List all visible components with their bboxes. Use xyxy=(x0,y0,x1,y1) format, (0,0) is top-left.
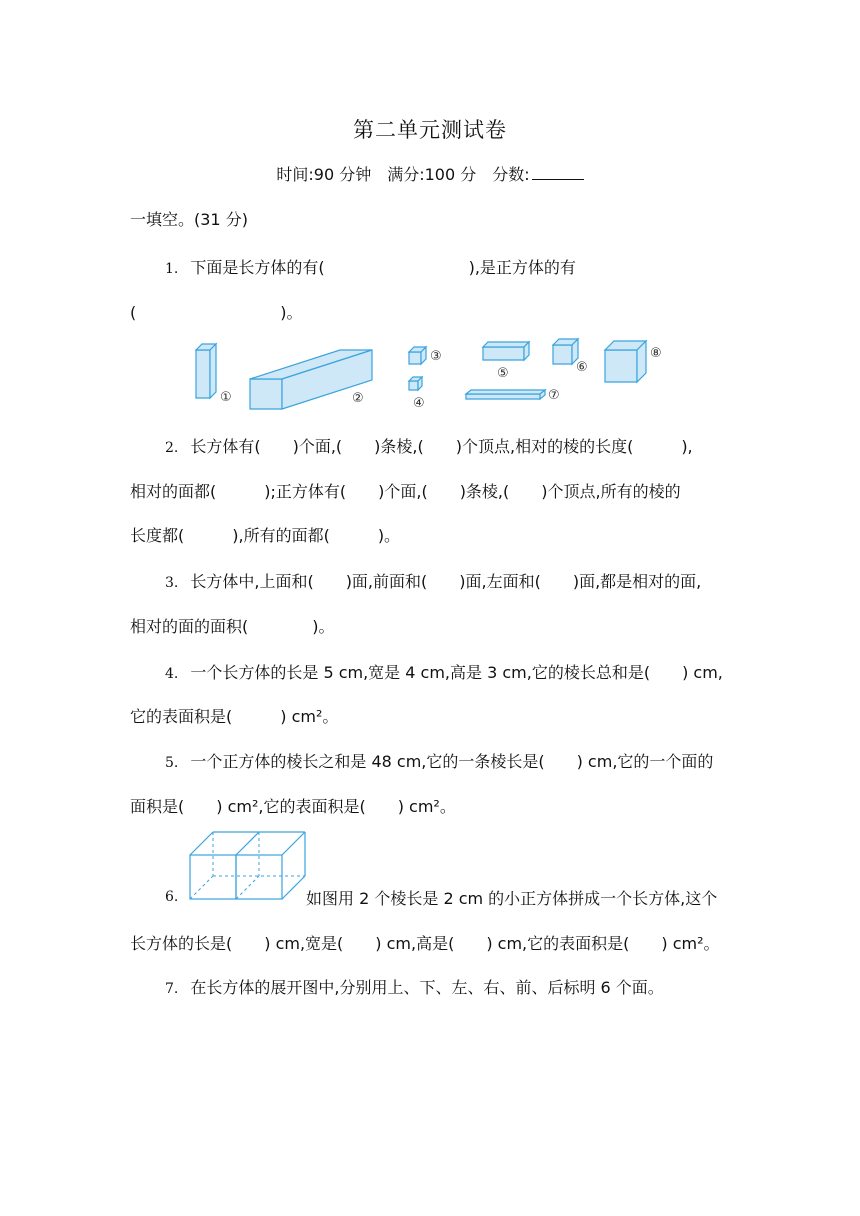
question-6-figure xyxy=(186,828,308,902)
shape-6 xyxy=(553,339,578,364)
question-1-line-2: ( )。 xyxy=(130,303,303,322)
question-2-line-3: 长度都( ),所有的面都( )。 xyxy=(130,526,401,545)
question-text: 长方体中,上面和( )面,前面和( )面,左面和( )面,都是相对的面, xyxy=(190,572,702,591)
question-3-line-2: 相对的面的面积( )。 xyxy=(130,617,335,636)
question-2-line-1 xyxy=(165,434,693,457)
shape-label-4: ④ xyxy=(413,396,425,411)
question-number: 5. xyxy=(165,755,179,771)
shape-4 xyxy=(409,377,422,390)
question-text: 一个正方体的棱长之和是 48 cm,它的一条棱长是( ) cm,它的一个面的 xyxy=(190,752,714,771)
shape-8 xyxy=(605,341,646,382)
shape-label-6: ⑥ xyxy=(576,360,588,375)
question-5-line-1 xyxy=(165,749,713,772)
question-6-line-2: 长方体的长是( ) cm,宽是( ) cm,高是( ) cm,它的表面积是( ) cm²。 xyxy=(130,934,720,953)
shape-5 xyxy=(483,342,529,360)
shape-label-5: ⑤ xyxy=(497,366,509,381)
question-4-line-2: 它的表面积是( ) cm²。 xyxy=(130,707,339,726)
question-6-number xyxy=(165,886,190,905)
question-number: 3. xyxy=(165,575,179,591)
shape-1 xyxy=(196,344,216,398)
shape-label-7: ⑦ xyxy=(548,388,560,403)
question-3-line-1 xyxy=(165,569,701,592)
question-number: 7. xyxy=(165,981,179,997)
question-text: 长方体有( )个面,( )条棱,( )个顶点,相对的棱的长度( ), xyxy=(190,437,693,456)
question-text: 一个长方体的长是 5 cm,宽是 4 cm,高是 3 cm,它的棱长总和是( ) cm, xyxy=(190,663,723,682)
page-title: 第二单元测试卷 xyxy=(353,118,507,142)
shape-label-3: ③ xyxy=(430,349,442,364)
question-number: 4. xyxy=(165,666,179,682)
question-number: 2. xyxy=(165,440,179,456)
question-text: 在长方体的展开图中,分别用上、下、左、右、前、后标明 6 个面。 xyxy=(190,978,664,997)
question-4-line-1 xyxy=(165,660,723,683)
question-6-line-1: 如图用 2 个棱长是 2 cm 的小正方体拼成一个长方体,这个 xyxy=(306,889,718,908)
shape-3 xyxy=(409,347,426,364)
shape-label-1: ① xyxy=(220,390,232,405)
question-7-line-1 xyxy=(165,975,664,998)
question-number: 6. xyxy=(165,889,179,905)
question-text: 下面是长方体的有( ),是正方体的有 xyxy=(190,258,576,277)
shape-label-8: ⑧ xyxy=(650,346,662,361)
question-2-line-2: 相对的面都( );正方体有( )个面,( )条棱,( )个顶点,所有的棱的 xyxy=(130,482,681,501)
exam-info-text: 时间:90 分钟 满分:100 分 分数: xyxy=(276,165,530,184)
shape-7 xyxy=(466,390,545,399)
section-heading: 一填空。(31 分) xyxy=(130,210,248,229)
question-number: 1. xyxy=(165,261,179,277)
question-1-line-1 xyxy=(165,255,576,278)
question-5-line-2: 面积是( ) cm²,它的表面积是( ) cm²。 xyxy=(130,797,456,816)
question-1-figure xyxy=(185,335,675,415)
exam-info xyxy=(0,162,860,185)
shape-label-2: ② xyxy=(352,391,364,406)
score-blank xyxy=(532,165,584,180)
